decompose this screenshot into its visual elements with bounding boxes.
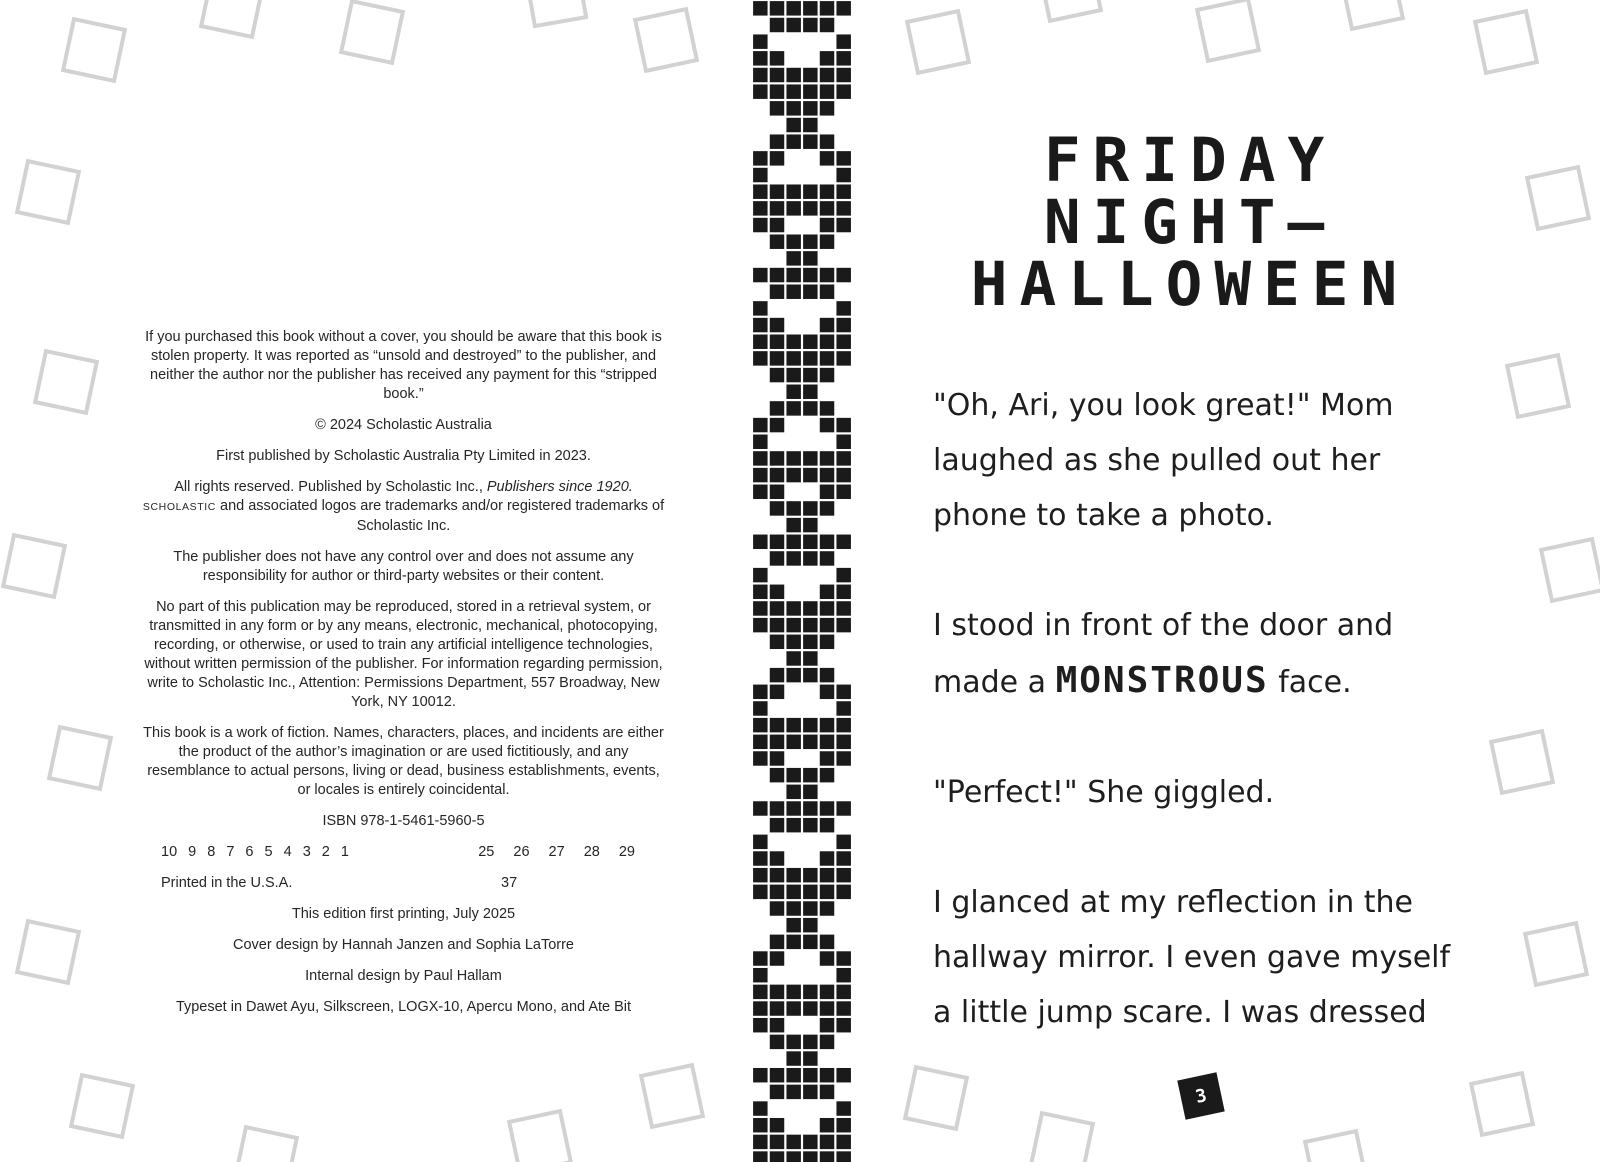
printed-in-row bbox=[140, 874, 667, 893]
printed-in-country: Printed in the U.S.A. bbox=[161, 875, 293, 891]
copyright-page bbox=[0, 0, 752, 1162]
typeset-credit: Typeset in Dawet Ayu, Silkscreen, LOGX-10, Apercu Mono, and Ate Bit bbox=[175, 999, 632, 1015]
internal-design-credit: Internal design by Paul Hallam bbox=[305, 968, 502, 984]
edition-line: This edition first printing, July 2025 bbox=[291, 906, 516, 922]
publishers-since: Publishers since 1920. bbox=[486, 479, 633, 495]
chapter-title-line: FRIDAY bbox=[1043, 125, 1337, 196]
page-number-badge bbox=[1177, 1072, 1224, 1119]
publisher-control-notice: The publisher does not have any control over and does not assume any responsibility for author or third-party websites or their content. bbox=[173, 549, 634, 584]
rights-text-2: and associated logos are trademarks and/or registered trademarks of Scholastic Inc. bbox=[215, 498, 665, 534]
rights-text-1: All rights reserved. Published by Scholastic Inc., bbox=[174, 479, 487, 495]
story-text-run: I stood in front of the door and made a bbox=[933, 608, 1394, 700]
stolen-book-notice: If you purchased this book without a cover, you should be aware that this book is stolen property. It was reported as “unsold and destroyed” to the publisher, and neither the author nor the publisher has received any payment for this “stripped book.” bbox=[145, 329, 662, 402]
copyright-text-block bbox=[140, 328, 667, 1029]
printer-code: 37 bbox=[501, 875, 518, 891]
reproduction-notice: No part of this publication may be reproduced, stored in a retrieval system, or transmitted in any form or by any means, electronic, mechanical, photocopying, recording, or otherwise, or used to train any artificial intelligence technologies, without written permission of the publisher. For information regarding permission, write to Scholastic Inc., Attention: Permissions Department, 557 Broadway, New York, NY 10012. bbox=[144, 599, 663, 710]
story-text bbox=[933, 378, 1473, 1095]
chapter-title-line: HALLOWEEN bbox=[970, 249, 1410, 320]
emphasis-word: MONSTROUS bbox=[1055, 660, 1269, 701]
printing-numbers bbox=[140, 843, 667, 862]
scholastic-brand: SCHOLASTIC bbox=[142, 501, 216, 513]
story-text-run: face. bbox=[1268, 665, 1352, 700]
chapter-title bbox=[960, 125, 1420, 320]
pixel-spine-pattern bbox=[752, 0, 852, 1162]
chapter-title-line: NIGHT— bbox=[1043, 187, 1337, 258]
first-published-line: First published by Scholastic Australia Pty Limited in 2023. bbox=[216, 448, 591, 464]
rights-reserved-notice bbox=[140, 478, 667, 536]
printing-number-line: 10 9 8 7 6 5 4 3 2 1 bbox=[161, 844, 349, 860]
story-paragraph: "Oh, Ari, you look great!" Mom laughed as she pulled out her phone to take a photo. bbox=[933, 388, 1394, 533]
cover-design-credit: Cover design by Hannah Janzen and Sophia LaTorre bbox=[233, 937, 574, 953]
page-number: 3 bbox=[1193, 1084, 1209, 1108]
story-paragraph: I glanced at my reflection in the hallway mirror. I even gave myself a little jump scare. I was dressed bbox=[933, 885, 1451, 1030]
story-paragraph: "Perfect!" She giggled. bbox=[933, 775, 1275, 810]
fiction-notice: This book is a work of fiction. Names, characters, places, and incidents are either the product of the author’s imagination or are used fictitiously, and any resemblance to actual persons, living or dead, business establishments, events, or locales is entirely coincidental. bbox=[143, 725, 664, 798]
copyright-line: © 2024 Scholastic Australia bbox=[315, 417, 492, 433]
isbn: ISBN 978-1-5461-5960-5 bbox=[322, 813, 485, 829]
printing-year-line: 25 26 27 28 29 bbox=[478, 844, 635, 860]
story-paragraph bbox=[933, 598, 1473, 710]
